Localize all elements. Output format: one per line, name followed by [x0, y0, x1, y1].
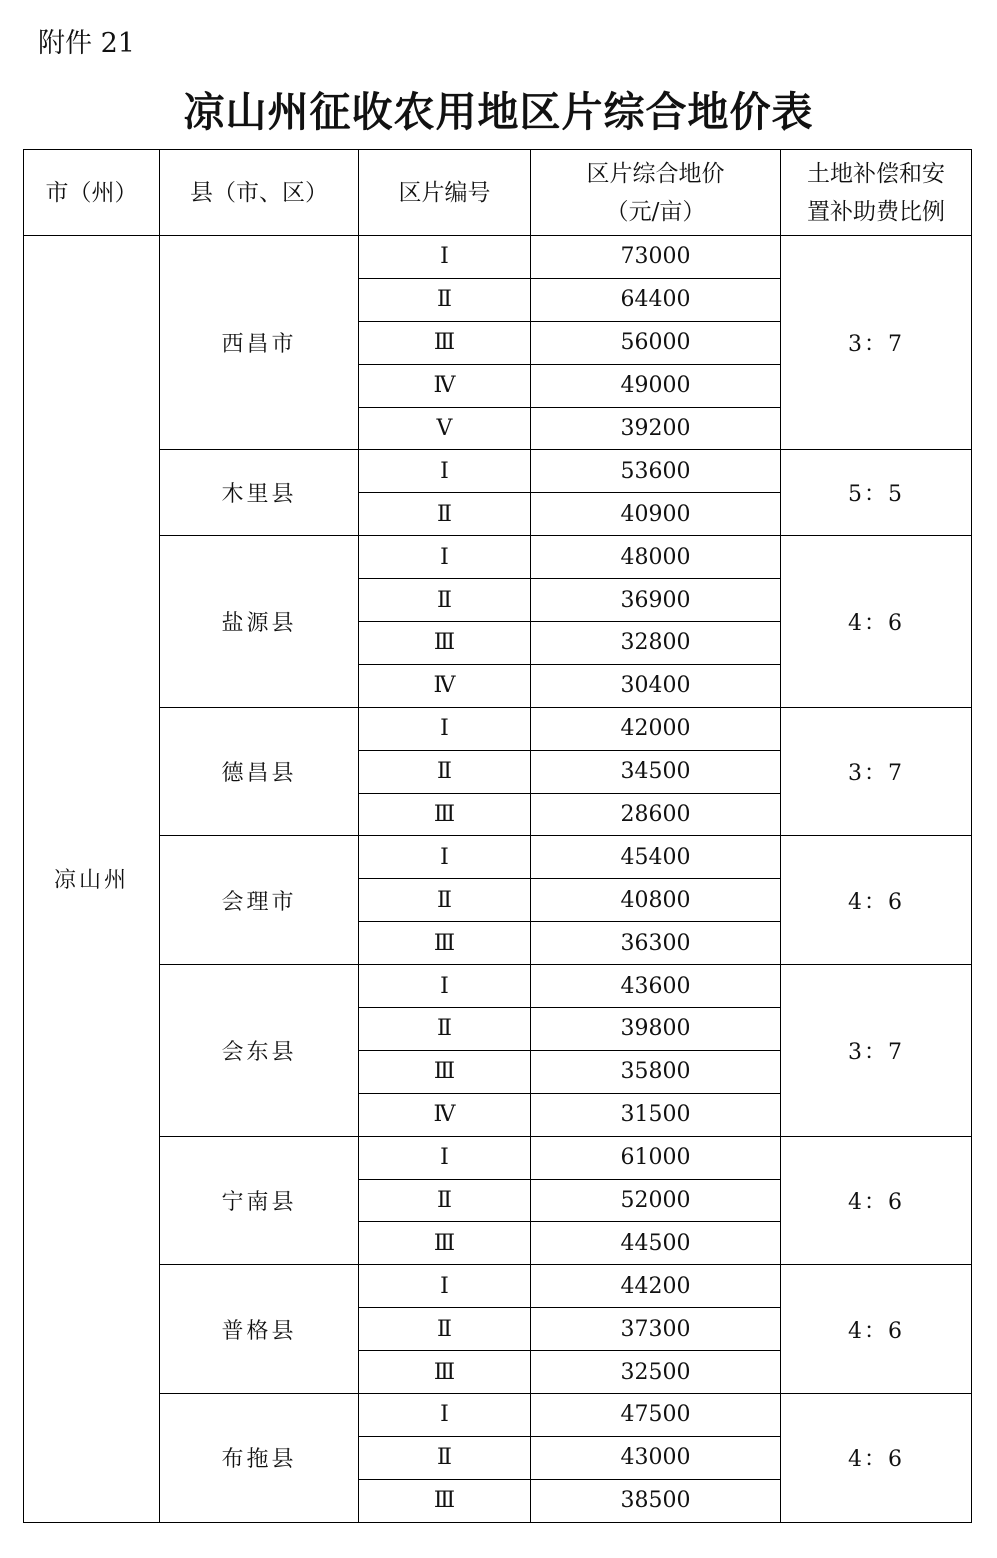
zone-cell: Ⅱ: [359, 879, 531, 922]
price-cell: 48000: [531, 536, 781, 579]
zone-cell: Ⅳ: [359, 1093, 531, 1136]
zone-cell: Ⅱ: [359, 1008, 531, 1051]
price-cell: 32500: [531, 1351, 781, 1394]
attachment-label: 附件 21: [38, 28, 135, 59]
price-cell: 37300: [531, 1308, 781, 1351]
header-ratio-line1: 土地补偿和安: [807, 160, 945, 187]
zone-cell: Ⅰ: [359, 450, 531, 493]
price-cell: 64400: [531, 278, 781, 321]
price-cell: 44500: [531, 1222, 781, 1265]
county-cell: 西昌市: [160, 236, 359, 450]
zone-cell: Ⅰ: [359, 965, 531, 1008]
city-cell: 凉山州: [24, 236, 160, 1523]
zone-cell: Ⅰ: [359, 536, 531, 579]
zone-cell: Ⅲ: [359, 1222, 531, 1265]
zone-cell: Ⅲ: [359, 622, 531, 665]
price-cell: 45400: [531, 836, 781, 879]
zone-cell: Ⅱ: [359, 278, 531, 321]
price-cell: 43600: [531, 965, 781, 1008]
county-cell: 布拖县: [160, 1394, 359, 1523]
county-cell: 盐源县: [160, 536, 359, 708]
ratio-cell: 4：6: [781, 536, 972, 708]
zone-cell: Ⅱ: [359, 579, 531, 622]
price-cell: 52000: [531, 1179, 781, 1222]
zone-cell: Ⅰ: [359, 836, 531, 879]
zone-cell: Ⅲ: [359, 1479, 531, 1522]
price-cell: 32800: [531, 622, 781, 665]
zone-cell: Ⅰ: [359, 707, 531, 750]
zone-cell: Ⅱ: [359, 1308, 531, 1351]
zone-cell: Ⅰ: [359, 1136, 531, 1179]
header-city: 市（州）: [24, 150, 160, 236]
county-cell: 会东县: [160, 965, 359, 1137]
price-cell: 39800: [531, 1008, 781, 1051]
price-cell: 47500: [531, 1394, 781, 1437]
zone-cell: Ⅰ: [359, 1265, 531, 1308]
price-cell: 36900: [531, 579, 781, 622]
header-zone: 区片编号: [359, 150, 531, 236]
header-ratio-line2: 置补助费比例: [807, 198, 945, 225]
price-cell: 40800: [531, 879, 781, 922]
price-cell: 73000: [531, 236, 781, 279]
table-row: [24, 707, 972, 750]
zone-cell: Ⅰ: [359, 236, 531, 279]
price-cell: 34500: [531, 750, 781, 793]
county-cell: 宁南县: [160, 1136, 359, 1265]
price-cell: 30400: [531, 664, 781, 707]
county-cell: 普格县: [160, 1265, 359, 1394]
county-cell: 德昌县: [160, 707, 359, 836]
table-row: [24, 536, 972, 579]
price-cell: 28600: [531, 793, 781, 836]
table-row: [24, 236, 972, 279]
table-row: [24, 1394, 972, 1437]
table-row: [24, 965, 972, 1008]
price-cell: 38500: [531, 1479, 781, 1522]
header-price-line1: 区片综合地价: [586, 160, 725, 187]
zone-cell: Ⅲ: [359, 922, 531, 965]
header-price-line2: （元/亩）: [605, 198, 706, 225]
zone-cell: Ⅲ: [359, 321, 531, 364]
zone-cell: Ⅲ: [359, 1351, 531, 1394]
price-cell: 43000: [531, 1436, 781, 1479]
price-cell: 49000: [531, 364, 781, 407]
zone-cell: Ⅰ: [359, 1394, 531, 1437]
price-cell: 56000: [531, 321, 781, 364]
table-row: [24, 1265, 972, 1308]
price-cell: 42000: [531, 707, 781, 750]
price-cell: 39200: [531, 407, 781, 450]
zone-cell: Ⅳ: [359, 664, 531, 707]
zone-cell: Ⅴ: [359, 407, 531, 450]
table-row: [24, 836, 972, 879]
ratio-cell: 5：5: [781, 450, 972, 536]
zone-cell: Ⅳ: [359, 364, 531, 407]
header-county: 县（市、区）: [160, 150, 359, 236]
county-cell: 会理市: [160, 836, 359, 965]
price-cell: 36300: [531, 922, 781, 965]
table-header: [24, 150, 972, 236]
zone-cell: Ⅱ: [359, 1436, 531, 1479]
ratio-cell: 4：6: [781, 1265, 972, 1394]
zone-cell: Ⅱ: [359, 1179, 531, 1222]
ratio-cell: 4：6: [781, 1394, 972, 1523]
land-price-table: [23, 149, 972, 1523]
zone-cell: Ⅱ: [359, 750, 531, 793]
zone-cell: Ⅲ: [359, 1050, 531, 1093]
page-title: 凉山州征收农用地区片综合地价表: [183, 88, 814, 136]
header-ratio: [781, 150, 972, 236]
table-body: [24, 236, 972, 1523]
price-cell: 40900: [531, 493, 781, 536]
header-row: [24, 150, 972, 236]
zone-cell: Ⅲ: [359, 793, 531, 836]
table-row: [24, 450, 972, 493]
header-price: [531, 150, 781, 236]
price-cell: 44200: [531, 1265, 781, 1308]
price-cell: 31500: [531, 1093, 781, 1136]
table-row: [24, 1136, 972, 1179]
zone-cell: Ⅱ: [359, 493, 531, 536]
price-cell: 35800: [531, 1050, 781, 1093]
price-cell: 61000: [531, 1136, 781, 1179]
ratio-cell: 4：6: [781, 836, 972, 965]
ratio-cell: 3：7: [781, 707, 972, 836]
county-cell: 木里县: [160, 450, 359, 536]
ratio-cell: 4：6: [781, 1136, 972, 1265]
ratio-cell: 3：7: [781, 965, 972, 1137]
price-cell: 53600: [531, 450, 781, 493]
ratio-cell: 3：7: [781, 236, 972, 450]
